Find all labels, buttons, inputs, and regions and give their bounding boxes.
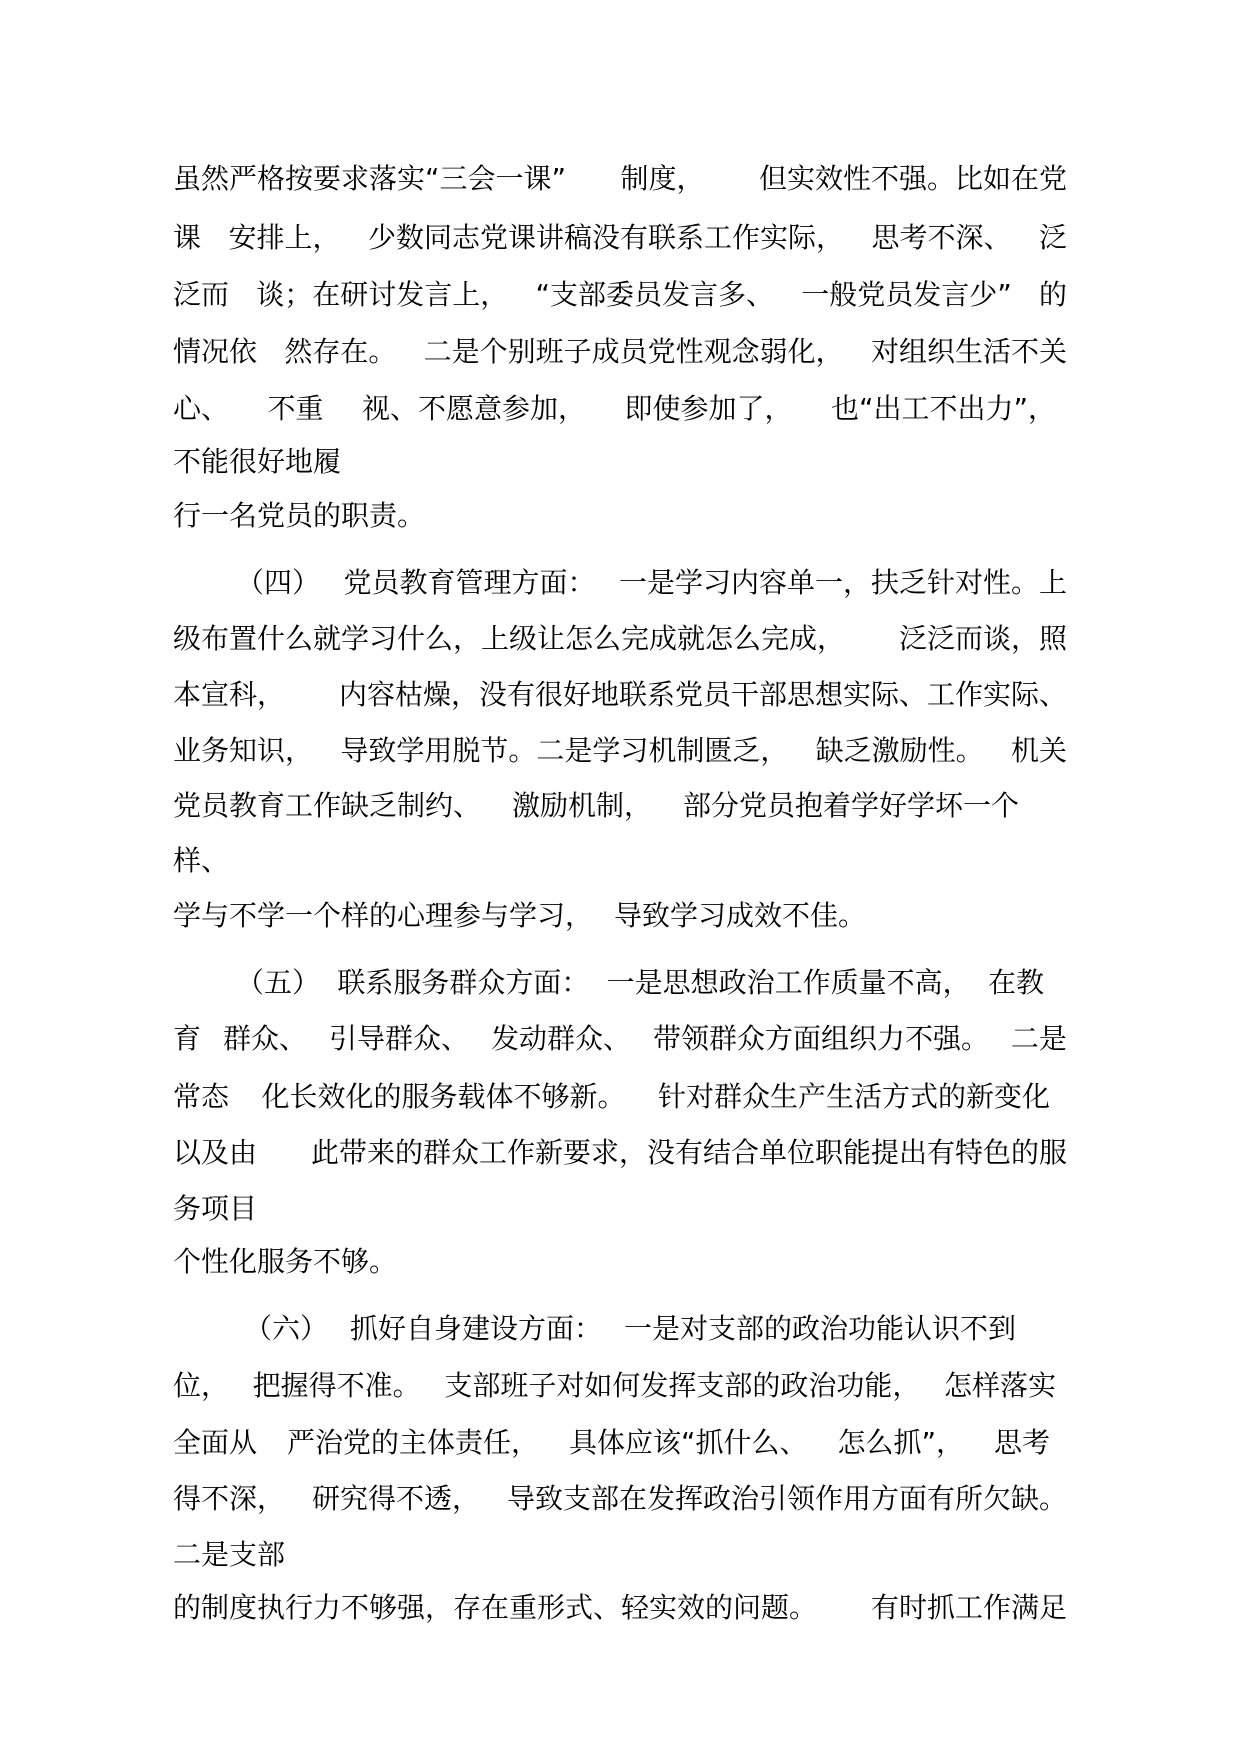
text-segment: 二是个别班子成员党性观念弱化，	[423, 335, 844, 368]
text-segment: 少数同志党课讲稿没有联系工作实际，	[367, 221, 844, 254]
text-line	[173, 1246, 397, 1278]
text-segment: 常态	[173, 1080, 230, 1113]
text-segment: 即使参加了，	[624, 392, 793, 425]
text-line	[173, 735, 1067, 767]
text-segment: 化长效化的服务载体不够新。	[261, 1080, 626, 1113]
text-segment: 样、	[173, 844, 230, 877]
text-segment: 课	[173, 221, 202, 254]
text-segment: 导致学用脱节。二是学习机制匮乏，	[340, 734, 789, 767]
text-segment: 行一名党员的职责。	[173, 499, 426, 532]
text-segment: 泛泛而谈，照	[898, 622, 1067, 655]
text-segment: “支部委员发言多、	[535, 278, 774, 311]
text-segment: 一是思想政治工作质量不高，	[606, 966, 971, 999]
text-segment: 把握得不准。	[252, 1369, 421, 1402]
text-line	[173, 500, 425, 532]
text-segment: 本宣科，	[173, 678, 286, 711]
section-number: （四）	[236, 566, 321, 599]
text-line	[244, 1313, 1016, 1345]
text-line	[173, 446, 341, 478]
text-segment: 二是	[1010, 1022, 1067, 1055]
text-line	[173, 1193, 257, 1225]
text-segment: 内容枯燥，没有很好地联系党员干部思想实际、工作实际、	[338, 678, 1067, 711]
section-heading: 党员教育管理方面：	[343, 566, 596, 599]
text-segment: 一般党员发言少”	[801, 278, 1012, 311]
text-segment: 泛而	[173, 278, 230, 311]
text-segment: 对组织生活不关	[870, 335, 1067, 368]
text-segment: 此带来的群众工作新要求，没有结合单位职能提出有特色的服	[310, 1136, 1067, 1169]
text-line	[236, 967, 1044, 999]
text-segment: 具体应该“抓什么、	[568, 1426, 808, 1459]
text-segment: 针对群众生产生活方式的新变化	[657, 1080, 1050, 1113]
text-segment: 导致支部在发挥政治引领作用方面有所欠缺。	[506, 1482, 1067, 1515]
text-line	[173, 336, 1067, 368]
text-line	[173, 679, 1067, 711]
text-segment: 在教	[987, 966, 1044, 999]
text-segment: 支部班子对如何发挥支部的政治功能，	[444, 1369, 921, 1402]
text-line	[173, 222, 1067, 254]
text-line	[236, 567, 1067, 599]
text-segment: 位，	[173, 1369, 230, 1402]
text-segment: 部分党员抱着学好学坏一个	[682, 789, 1019, 822]
text-segment: 安排上，	[228, 221, 341, 254]
text-segment: 一是对支部的政治功能认识不到	[623, 1312, 1016, 1345]
text-segment: 但实效性不强。比如在党	[758, 162, 1067, 195]
text-segment: 泛	[1038, 221, 1067, 254]
text-segment: 发动群众、	[490, 1022, 631, 1055]
text-line	[173, 900, 866, 932]
text-segment: 一是学习内容单一，扶乏针对性。上	[618, 566, 1067, 599]
text-segment: 得不深，	[173, 1482, 286, 1515]
text-line	[173, 1539, 285, 1571]
text-segment: 也“出工不出力”，	[830, 392, 1056, 425]
text-segment: 不重	[267, 392, 324, 425]
text-segment: 二是支部	[173, 1538, 286, 1571]
text-segment: 然存在。	[284, 335, 397, 368]
text-segment: 严治党的主体责任，	[286, 1426, 539, 1459]
text-segment: 党员教育工作缺乏制约、	[173, 789, 482, 822]
text-segment: 谈；在研讨发言上，	[256, 278, 509, 311]
text-segment: 怎样落实	[943, 1369, 1056, 1402]
text-line	[173, 1592, 1067, 1624]
text-line	[173, 1427, 1050, 1459]
text-segment: 引导群众、	[328, 1022, 469, 1055]
text-line	[173, 790, 1019, 822]
text-segment: 导致学习成效不佳。	[613, 899, 866, 932]
text-segment: 学与不学一个样的心理参与学习，	[173, 899, 594, 932]
text-segment: 带领群众方面组织力不强。	[652, 1022, 989, 1055]
text-segment: 全面从	[173, 1426, 258, 1459]
text-segment: 群众、	[222, 1022, 307, 1055]
text-segment: 个性化服务不够。	[173, 1245, 398, 1278]
text-segment: 的	[1038, 278, 1067, 311]
text-segment: 激励机制，	[511, 789, 652, 822]
section-number: （六）	[244, 1312, 329, 1345]
section-number: （五）	[236, 966, 321, 999]
text-segment: 研究得不透，	[311, 1482, 480, 1515]
text-segment: 级布置什么就学习什么，上级让怎么完成就怎么完成，	[173, 622, 846, 655]
text-segment: 以及由	[173, 1136, 258, 1169]
text-segment: 制度，	[620, 162, 705, 195]
text-line	[173, 163, 1067, 195]
text-segment: 缺乏激励性。	[815, 734, 984, 767]
text-segment: 视、不愿意参加，	[361, 392, 586, 425]
text-line	[173, 845, 229, 877]
text-segment: 有时抓工作满足	[870, 1591, 1067, 1624]
text-line	[173, 279, 1067, 311]
text-segment: 怎么抓”，	[837, 1426, 964, 1459]
text-segment: 务项目	[173, 1192, 258, 1225]
text-line	[173, 1137, 1067, 1169]
text-segment: 业务知识，	[173, 734, 314, 767]
text-segment: 机关	[1010, 734, 1067, 767]
text-line	[173, 1370, 1056, 1402]
text-segment: 虽然严格按要求落实“三会一课”	[173, 162, 567, 195]
text-line	[173, 1081, 1050, 1113]
text-segment: 不能很好地履	[173, 445, 342, 478]
text-segment: 的制度执行力不够强，存在重形式、轻实效的问题。	[173, 1591, 818, 1624]
text-segment: 育	[173, 1022, 202, 1055]
text-segment: 思考不深、	[871, 221, 1012, 254]
section-heading: 联系服务群众方面：	[337, 966, 590, 999]
text-line	[173, 393, 1056, 425]
text-line	[173, 623, 1067, 655]
section-heading: 抓好自身建设方面：	[349, 1312, 602, 1345]
text-segment: 思考	[993, 1426, 1050, 1459]
text-line	[173, 1023, 1067, 1055]
text-line	[173, 1483, 1067, 1515]
text-segment: 心、	[173, 392, 230, 425]
text-segment: 情况依	[173, 335, 258, 368]
